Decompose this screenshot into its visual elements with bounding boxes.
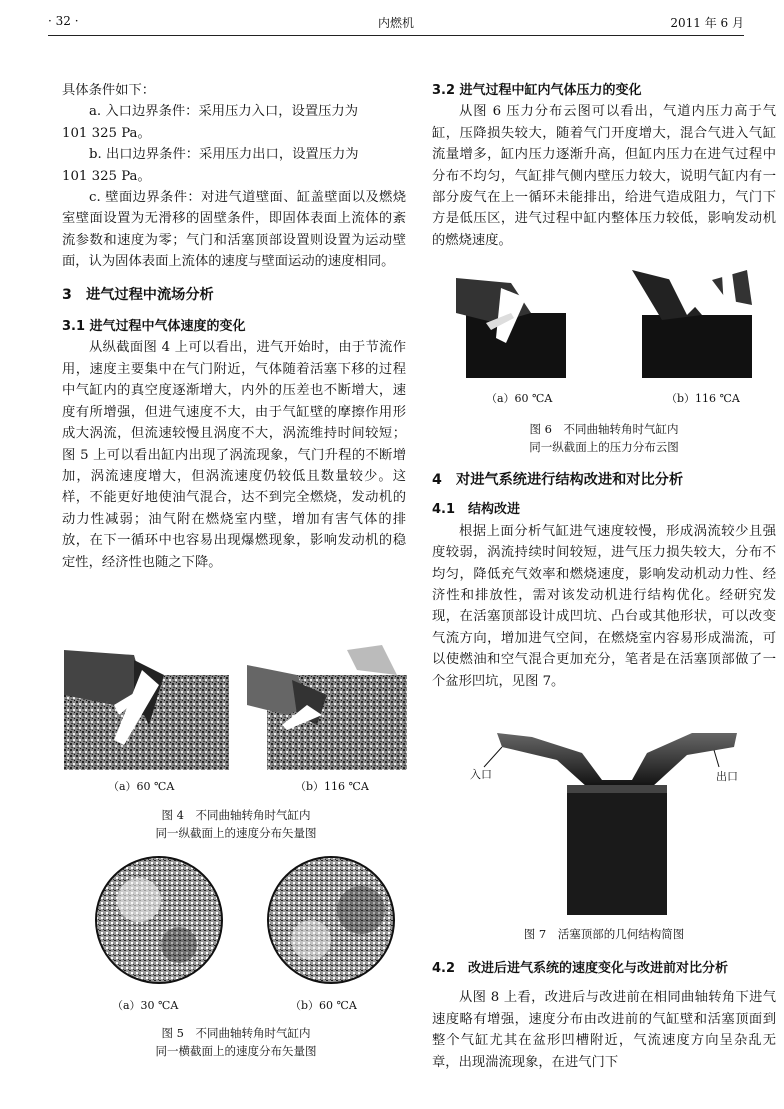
section-3-1-heading: 3.1 进气过程中气体速度的变化 — [62, 319, 246, 335]
page-header — [48, 14, 744, 36]
fig5-caption — [64, 1024, 408, 1060]
fig6-caption-line2: 同一纵截面上的压力分布云图 — [529, 440, 679, 454]
fig6-sub-b: （b）116 ℃A — [666, 392, 740, 405]
fig7-caption: 图 7 活塞顶部的几何结构简图 — [523, 927, 685, 941]
left-column — [62, 80, 406, 573]
condition-c: c. 壁面边界条件：对进气道壁面、缸盖壁面以及燃烧室壁面设置为无滑移的固壁条件，即固体表面上流体的紊流参数和速度为零；气门和活塞顶部设置则设置为运动壁面，认为固体表面上流体的速度与壁面运动的速度相同。 — [62, 190, 406, 270]
section-4-heading: 4 对进气系统进行结构改进和对比分析 — [432, 472, 684, 488]
section-4-2-heading: 4.2 改进后进气系统的速度变化与改进前对比分析 — [432, 961, 729, 976]
fig4-sub-a: （a）60 ℃A — [108, 780, 175, 793]
fig4-caption — [64, 806, 408, 842]
right-column-middle — [432, 470, 776, 692]
section-4-1-paragraph: 根据上面分析气缸进气速度较慢，形成涡流较少且强度较弱，涡流持续时间较短，进气压力损失较大，分布不均匀，降低充气效率和燃烧速度，影响发动机动力性、经济性和排放性，需对该发动机进行结构优化。经研究发现，在活塞顶部设计成凹坑、凸台或其他形状，可以改变气流方向，增加进气空间，在燃烧室内容易形成湍流，可以使燃油和空气混合更加充分，笔者是在活塞顶部做了一个盆形凹坑，见图 7。 — [432, 523, 776, 689]
right-column-top — [432, 80, 776, 251]
fig6b-pressure-image — [632, 260, 757, 378]
fig5a-velocity-image — [84, 855, 234, 985]
issue-date: 2011 年 6 月 — [670, 16, 744, 30]
fig7-inlet-label: 入口 — [470, 768, 492, 781]
fig6a-pressure-image — [456, 268, 576, 378]
condition-b: b. 出口边界条件：采用压力出口，设置压力为 — [89, 147, 359, 163]
fig6-caption-line1: 图 6 不同曲轴转角时气缸内 — [529, 422, 679, 436]
section-3-2-heading: 3.2 进气过程中缸内气体压力的变化 — [432, 83, 642, 98]
condition-a-value: 101 325 Pa。 — [62, 125, 151, 141]
section-4-1-heading: 4.1 结构改进 — [432, 502, 521, 518]
fig6-sub-a: （a）60 ℃A — [486, 392, 553, 405]
journal-title: 内燃机 — [377, 16, 414, 30]
fig5b-velocity-image — [256, 855, 406, 985]
right-column-bottom — [432, 958, 776, 1073]
page-number: · 32 · — [48, 14, 79, 28]
fig5-caption-line2: 同一横截面上的速度分布矢量图 — [155, 1044, 317, 1058]
conditions-title: 具体条件如下： — [62, 83, 156, 98]
condition-a: a. 入口边界条件：采用压力入口，设置压力为 — [89, 104, 359, 120]
fig5-sub-b: （b）60 ℃A — [290, 999, 357, 1012]
fig4a-velocity-image — [64, 635, 229, 770]
section-3-heading: 3 进气过程中流场分析 — [62, 286, 214, 303]
fig7-outlet-label: 出口 — [716, 770, 738, 783]
section-3-1-paragraph: 从纵截面图 4 上可以看出，进气开始时，由于节流作用，速度主要集中在气门附近，气体随着活塞下移的过程中气缸内的真空度逐渐增大，内外的压差也不断增大，速度有所增强，但进气速度不大，由于气缸壁的摩擦作用形成大涡流，但流速较慢且涡度不大，涡流维持时间较短；图 5 上可以看出缸内出现了涡流现象，气门升程的不断增加，涡流速度增大，但涡流速度仍较低且数量较少。这样，不能更好地使油气混合，达不到完全燃烧，发动机的动力性减弱；油气附在燃烧室内壁，增加有害气体的排放，在下一循环中也容易出现爆燃现象，影响发动机的稳定性，经济性也随之下降。 — [62, 340, 406, 570]
fig4-caption-line1: 图 4 不同曲轴转角时气缸内 — [161, 808, 311, 822]
condition-b-value: 101 325 Pa。 — [62, 168, 151, 184]
header-rule — [48, 35, 744, 36]
fig4-caption-line2: 同一纵截面上的速度分布矢量图 — [155, 826, 317, 840]
section-3-2-paragraph: 从图 6 压力分布云图可以看出，气道内压力高于气缸，压降损失较大，随着气门开度增大，混合气进入气缸流量增多，缸内压力逐渐升高，但缸内压力在进气过程中分布不均匀，气缸排气侧内壁压力较大，说明气缸内有一部分废气在上一循环未能排出，给进气造成阻力，气门下方是低压区，进气过程中缸内整体压力较低，影响发动机的燃烧速度。 — [432, 104, 776, 248]
section-4-2-paragraph: 从图 8 上看，改进后与改进前在相同曲轴转角下进气速度略有增强，速度分布由改进前的气缸壁和活塞顶面到整个气缸尤其在盆形凹槽附近，气流速度方向呈杂乱无章，出现湍流现象，在进气门下 — [432, 990, 776, 1070]
fig7-piston-diagram — [472, 725, 754, 915]
fig4-sub-b: （b）116 ℃A — [295, 780, 369, 793]
fig5-sub-a: （a）30 ℃A — [112, 999, 179, 1012]
fig6-caption — [432, 420, 776, 456]
fig5-caption-line1: 图 5 不同曲轴转角时气缸内 — [161, 1026, 311, 1040]
fig4b-velocity-image — [247, 635, 407, 770]
